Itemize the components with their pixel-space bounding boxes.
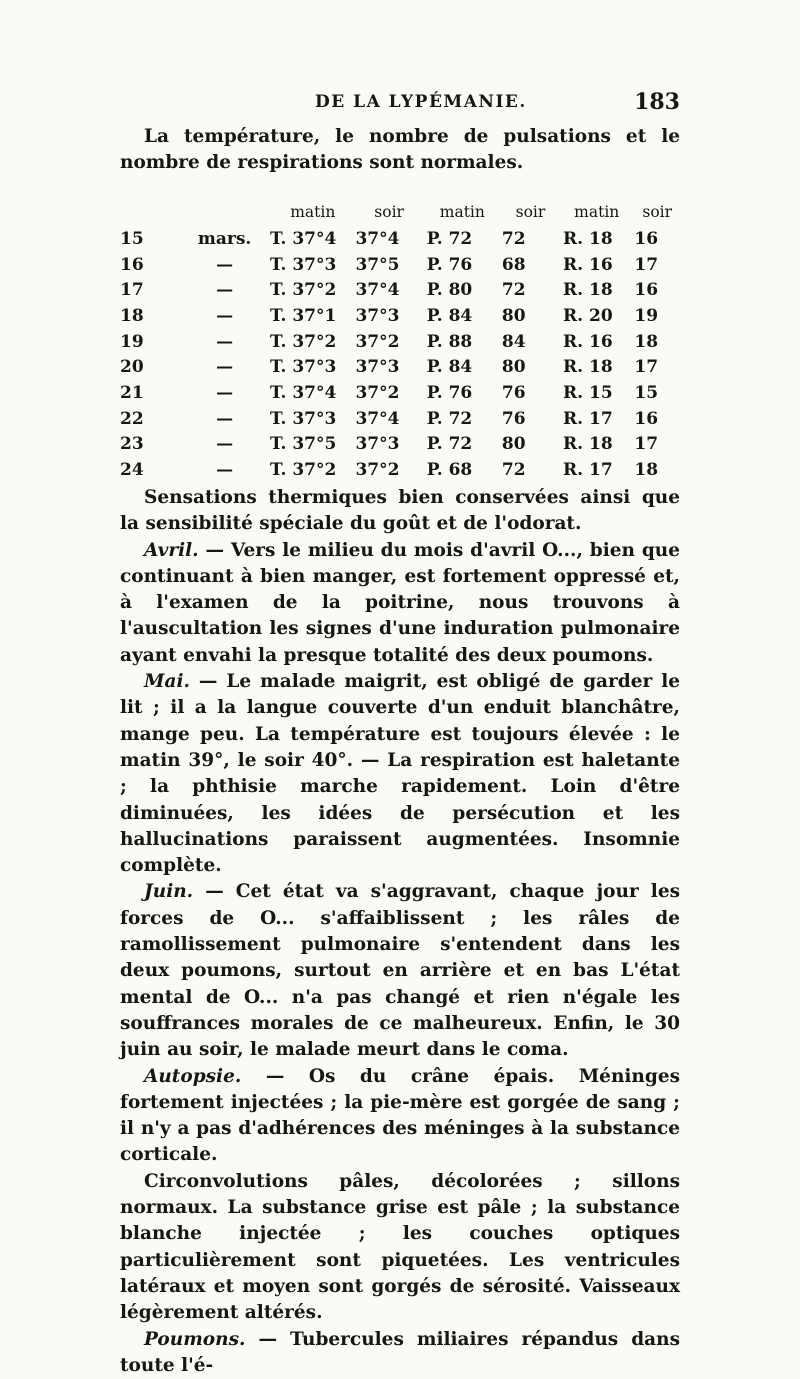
page-number: 183 xyxy=(634,89,680,115)
cell-month: mars. xyxy=(171,226,270,252)
cell-day: 18 xyxy=(120,303,171,329)
cell-day: 15 xyxy=(120,226,171,252)
cell-temp-soir: 37°3 xyxy=(355,303,422,329)
cell-temp-soir: 37°3 xyxy=(355,432,422,458)
cell-pulse-soir: 80 xyxy=(502,303,559,329)
cell-day: 20 xyxy=(120,354,171,380)
paragraph-autopsie xyxy=(120,1064,680,1169)
paragraph-poumons xyxy=(120,1327,680,1379)
header-month xyxy=(171,198,270,226)
cell-month: — xyxy=(171,432,270,458)
cell-temp-matin: T. 37°3 xyxy=(270,354,355,380)
cell-temp-soir: 37°2 xyxy=(355,380,422,406)
cell-temp-matin: T. 37°1 xyxy=(270,303,355,329)
cell-resp-matin: R. 16 xyxy=(559,329,634,355)
text-poumons: — Tubercules miliaires répandus dans toute l'é- xyxy=(120,1329,680,1376)
cell-resp-matin: R. 18 xyxy=(559,226,634,252)
cell-day: 16 xyxy=(120,252,171,278)
lead-avril: Avril. xyxy=(144,540,199,561)
cell-month: — xyxy=(171,406,270,432)
cell-temp-matin: T. 37°3 xyxy=(270,252,355,278)
table-header-row xyxy=(120,198,680,226)
paragraph-circonvolutions: Circonvolutions pâles, décolorées ; sillons normaux. La substance grise est pâle ; la substance blanche injectée ; les couches optiques particulièrement sont piquetées. Les ventricules latéraux et moyen sont gorgés de sérosité. Vaisseaux légèrement altérés. xyxy=(120,1169,680,1327)
lead-poumons: Poumons. xyxy=(144,1329,245,1350)
cell-resp-soir: 18 xyxy=(634,329,680,355)
header-pulse-matin: matin xyxy=(423,198,502,226)
lead-autopsie: Autopsie. xyxy=(144,1066,241,1087)
cell-pulse-matin: P. 72 xyxy=(423,432,502,458)
cell-resp-soir: 16 xyxy=(634,406,680,432)
header-day xyxy=(120,198,171,226)
cell-temp-soir: 37°4 xyxy=(355,406,422,432)
cell-month: — xyxy=(171,303,270,329)
cell-month: — xyxy=(171,277,270,303)
cell-pulse-matin: P. 76 xyxy=(423,252,502,278)
cell-temp-matin: T. 37°5 xyxy=(270,432,355,458)
cell-pulse-matin: P. 80 xyxy=(423,277,502,303)
cell-pulse-matin: P. 68 xyxy=(423,457,502,483)
table-row xyxy=(120,329,680,355)
vitals-table xyxy=(120,198,680,483)
cell-resp-soir: 16 xyxy=(634,277,680,303)
cell-resp-matin: R. 17 xyxy=(559,406,634,432)
cell-resp-soir: 17 xyxy=(634,354,680,380)
cell-resp-matin: R. 18 xyxy=(559,277,634,303)
cell-day: 22 xyxy=(120,406,171,432)
cell-pulse-soir: 72 xyxy=(502,226,559,252)
cell-pulse-soir: 72 xyxy=(502,277,559,303)
cell-resp-soir: 17 xyxy=(634,432,680,458)
intro-text: La température, le nombre de pulsations et le nombre de respirations sont normales. xyxy=(120,124,680,177)
header-resp-soir: soir xyxy=(634,198,680,226)
cell-temp-matin: T. 37°4 xyxy=(270,380,355,406)
lead-juin: Juin. xyxy=(144,881,193,902)
table-row xyxy=(120,354,680,380)
table-row xyxy=(120,457,680,483)
cell-day: 19 xyxy=(120,329,171,355)
cell-day: 24 xyxy=(120,457,171,483)
cell-temp-matin: T. 37°4 xyxy=(270,226,355,252)
cell-pulse-soir: 84 xyxy=(502,329,559,355)
cell-pulse-soir: 76 xyxy=(502,380,559,406)
header-temp-soir: soir xyxy=(355,198,422,226)
cell-pulse-soir: 72 xyxy=(502,457,559,483)
table-row xyxy=(120,380,680,406)
cell-resp-matin: R. 18 xyxy=(559,354,634,380)
cell-temp-soir: 37°5 xyxy=(355,252,422,278)
running-title: DE LA LYPÉMANIE. xyxy=(315,92,527,112)
intro-paragraph xyxy=(120,124,680,177)
cell-temp-matin: T. 37°2 xyxy=(270,329,355,355)
cell-pulse-soir: 80 xyxy=(502,432,559,458)
cell-temp-soir: 37°2 xyxy=(355,457,422,483)
table-row xyxy=(120,406,680,432)
cell-resp-soir: 15 xyxy=(634,380,680,406)
cell-resp-matin: R. 18 xyxy=(559,432,634,458)
cell-pulse-matin: P. 88 xyxy=(423,329,502,355)
vitals-table-container xyxy=(120,198,680,483)
cell-pulse-matin: P. 84 xyxy=(423,303,502,329)
cell-day: 23 xyxy=(120,432,171,458)
table-row xyxy=(120,226,680,252)
cell-resp-soir: 19 xyxy=(634,303,680,329)
cell-temp-matin: T. 37°2 xyxy=(270,277,355,303)
paragraph-juin xyxy=(120,879,680,1063)
lead-mai: Mai. xyxy=(144,671,190,692)
header-temp-matin: matin xyxy=(270,198,355,226)
cell-resp-soir: 17 xyxy=(634,252,680,278)
header-pulse-soir: soir xyxy=(502,198,559,226)
paragraph-sensations: Sensations thermiques bien conservées ainsi que la sensibilité spéciale du goût et de l'odorat. xyxy=(120,485,680,538)
cell-pulse-soir: 68 xyxy=(502,252,559,278)
table-row xyxy=(120,252,680,278)
cell-resp-soir: 18 xyxy=(634,457,680,483)
cell-pulse-matin: P. 72 xyxy=(423,226,502,252)
text-autopsie: — Os du crâne épais. Méninges fortement injectées ; la pie-mère est gorgée de sang ; il n'y a pas d'adhérences des méninges à la substance corticale. xyxy=(120,1066,680,1166)
text-mai: — Le malade maigrit, est obligé de garder le lit ; il a la langue couverte d'un enduit blanchâtre, mange peu. La température est toujours élevée : le matin 39°, le soir 40°. — La respiration est haletante ; la phthisie marche rapidement. Loin d'être diminuées, les idées de persécution et les hallucinations paraissent augmentées. Insomnie complète. xyxy=(120,671,680,876)
cell-temp-soir: 37°4 xyxy=(355,277,422,303)
cell-resp-soir: 16 xyxy=(634,226,680,252)
cell-pulse-matin: P. 76 xyxy=(423,380,502,406)
cell-pulse-soir: 80 xyxy=(502,354,559,380)
cell-day: 21 xyxy=(120,380,171,406)
paragraph-mai xyxy=(120,669,680,879)
cell-month: — xyxy=(171,380,270,406)
cell-resp-matin: R. 20 xyxy=(559,303,634,329)
table-row xyxy=(120,303,680,329)
table-body xyxy=(120,226,680,483)
page-header xyxy=(120,92,680,122)
text-avril: — Vers le milieu du mois d'avril O..., bien que continuant à bien manger, est fortement oppressé et, à l'examen de la poitrine, nous trouvons à l'auscultation les signes d'une induration pulmonaire ayant envahi la presque totalité des deux poumons. xyxy=(120,540,680,666)
cell-month: — xyxy=(171,329,270,355)
body-text xyxy=(120,485,680,1379)
text-juin: — Cet état va s'aggravant, chaque jour les forces de O... s'affaiblissent ; les râles de ramollissement pulmonaire s'entendent dans les deux poumons, surtout en arrière et en bas L'état mental de O... n'a pas changé et rien n'égale les souffrances morales de ce malheureux. Enfin, le 30 juin au soir, le malade meurt dans le coma. xyxy=(120,881,680,1060)
cell-temp-matin: T. 37°2 xyxy=(270,457,355,483)
cell-month: — xyxy=(171,354,270,380)
header-resp-matin: matin xyxy=(559,198,634,226)
cell-day: 17 xyxy=(120,277,171,303)
cell-pulse-matin: P. 72 xyxy=(423,406,502,432)
cell-temp-matin: T. 37°3 xyxy=(270,406,355,432)
cell-resp-matin: R. 17 xyxy=(559,457,634,483)
table-row xyxy=(120,432,680,458)
cell-pulse-soir: 76 xyxy=(502,406,559,432)
cell-month: — xyxy=(171,457,270,483)
cell-pulse-matin: P. 84 xyxy=(423,354,502,380)
table-row xyxy=(120,277,680,303)
paragraph-avril xyxy=(120,538,680,669)
cell-temp-soir: 37°4 xyxy=(355,226,422,252)
cell-resp-matin: R. 16 xyxy=(559,252,634,278)
cell-temp-soir: 37°3 xyxy=(355,354,422,380)
cell-month: — xyxy=(171,252,270,278)
cell-temp-soir: 37°2 xyxy=(355,329,422,355)
cell-resp-matin: R. 15 xyxy=(559,380,634,406)
